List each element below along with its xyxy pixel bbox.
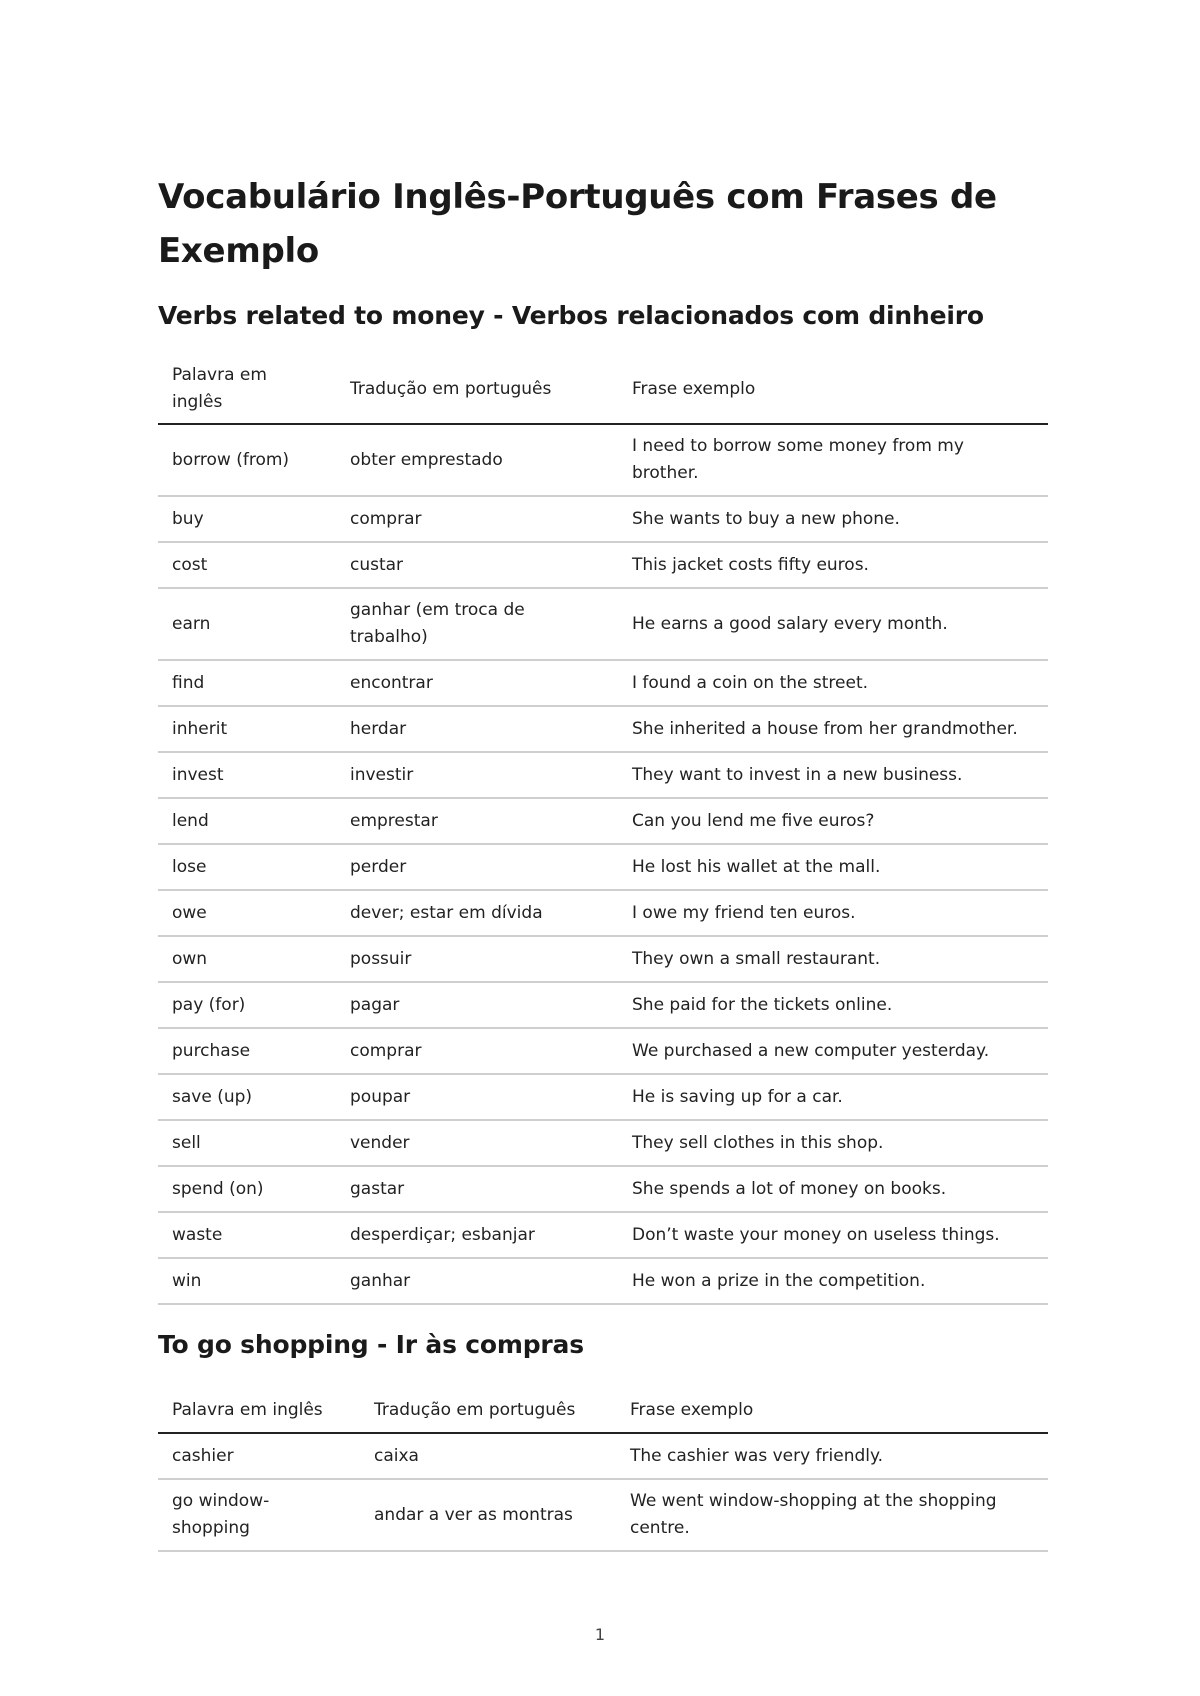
section-heading-shopping: To go shopping - Ir às compras <box>158 1330 584 1359</box>
example-cell: We purchased a new computer yesterday. <box>618 1028 1048 1074</box>
word-cell: go window-shopping <box>158 1479 360 1551</box>
word-cell: borrow (from) <box>158 424 336 496</box>
example-cell: This jacket costs fifty euros. <box>618 542 1048 588</box>
column-header-portuguese: Tradução em português <box>336 355 618 424</box>
table-row <box>158 982 1048 1028</box>
word-cell: spend (on) <box>158 1166 336 1212</box>
word-cell: win <box>158 1258 336 1304</box>
table-row <box>158 890 1048 936</box>
example-cell: She spends a lot of money on books. <box>618 1166 1048 1212</box>
translation-cell: comprar <box>336 1028 618 1074</box>
section-heading-money-verbs: Verbs related to money - Verbos relacionados com dinheiro <box>158 301 984 330</box>
translation-cell: vender <box>336 1120 618 1166</box>
translation-cell: dever; estar em dívida <box>336 890 618 936</box>
table-row <box>158 588 1048 660</box>
example-cell: I owe my friend ten euros. <box>618 890 1048 936</box>
word-cell: invest <box>158 752 336 798</box>
example-cell: I found a coin on the street. <box>618 660 1048 706</box>
column-header-example: Frase exemplo <box>618 355 1048 424</box>
table-row <box>158 542 1048 588</box>
translation-cell: possuir <box>336 936 618 982</box>
translation-cell: caixa <box>360 1433 616 1479</box>
example-cell: She wants to buy a new phone. <box>618 496 1048 542</box>
money-verbs-table <box>158 355 1048 1305</box>
example-cell: They want to invest in a new business. <box>618 752 1048 798</box>
translation-cell: poupar <box>336 1074 618 1120</box>
table-row <box>158 1479 1048 1551</box>
word-cell: lose <box>158 844 336 890</box>
word-cell: cost <box>158 542 336 588</box>
table-row <box>158 1166 1048 1212</box>
word-cell: lend <box>158 798 336 844</box>
translation-cell: perder <box>336 844 618 890</box>
translation-cell: custar <box>336 542 618 588</box>
table-row <box>158 1120 1048 1166</box>
translation-cell: pagar <box>336 982 618 1028</box>
example-cell: He is saving up for a car. <box>618 1074 1048 1120</box>
example-cell: Don’t waste your money on useless things. <box>618 1212 1048 1258</box>
translation-cell: herdar <box>336 706 618 752</box>
word-cell: purchase <box>158 1028 336 1074</box>
word-cell: save (up) <box>158 1074 336 1120</box>
table-row <box>158 844 1048 890</box>
translation-cell: desperdiçar; esbanjar <box>336 1212 618 1258</box>
translation-cell: emprestar <box>336 798 618 844</box>
word-cell: earn <box>158 588 336 660</box>
column-header-portuguese: Tradução em português <box>360 1388 616 1433</box>
word-cell: inherit <box>158 706 336 752</box>
word-cell: buy <box>158 496 336 542</box>
table-row <box>158 752 1048 798</box>
example-cell: The cashier was very friendly. <box>616 1433 1048 1479</box>
column-header-example: Frase exemplo <box>616 1388 1048 1433</box>
translation-cell: ganhar <box>336 1258 618 1304</box>
table-row <box>158 936 1048 982</box>
table-row <box>158 1212 1048 1258</box>
example-cell: He lost his wallet at the mall. <box>618 844 1048 890</box>
table-row <box>158 1433 1048 1479</box>
translation-cell: comprar <box>336 496 618 542</box>
translation-cell: andar a ver as montras <box>360 1479 616 1551</box>
table-row <box>158 798 1048 844</box>
table-header-row <box>158 1388 1048 1433</box>
word-cell: cashier <box>158 1433 360 1479</box>
translation-cell: obter emprestado <box>336 424 618 496</box>
shopping-table <box>158 1388 1048 1552</box>
example-cell: They own a small restaurant. <box>618 936 1048 982</box>
table-row <box>158 1028 1048 1074</box>
table-row <box>158 706 1048 752</box>
example-cell: He won a prize in the competition. <box>618 1258 1048 1304</box>
page-number: 1 <box>594 1625 606 1644</box>
word-cell: find <box>158 660 336 706</box>
example-cell: I need to borrow some money from my brother. <box>618 424 1048 496</box>
example-cell: They sell clothes in this shop. <box>618 1120 1048 1166</box>
word-cell: sell <box>158 1120 336 1166</box>
translation-cell: encontrar <box>336 660 618 706</box>
table-row <box>158 1074 1048 1120</box>
document-page <box>158 170 1048 1552</box>
column-header-english: Palavra em inglês <box>158 1388 360 1433</box>
table-row <box>158 496 1048 542</box>
word-cell: pay (for) <box>158 982 336 1028</box>
table-row <box>158 424 1048 496</box>
translation-cell: gastar <box>336 1166 618 1212</box>
example-cell: Can you lend me five euros? <box>618 798 1048 844</box>
translation-cell: investir <box>336 752 618 798</box>
column-header-english: Palavra em inglês <box>158 355 336 424</box>
word-cell: own <box>158 936 336 982</box>
table-row <box>158 1258 1048 1304</box>
word-cell: owe <box>158 890 336 936</box>
document-title: Vocabulário Inglês-Português com Frases de Exemplo <box>158 177 997 271</box>
example-cell: She paid for the tickets online. <box>618 982 1048 1028</box>
example-cell: She inherited a house from her grandmother. <box>618 706 1048 752</box>
word-cell: waste <box>158 1212 336 1258</box>
example-cell: He earns a good salary every month. <box>618 588 1048 660</box>
translation-cell: ganhar (em troca de trabalho) <box>336 588 618 660</box>
table-row <box>158 660 1048 706</box>
table-header-row <box>158 355 1048 424</box>
example-cell: We went window-shopping at the shopping centre. <box>616 1479 1048 1551</box>
